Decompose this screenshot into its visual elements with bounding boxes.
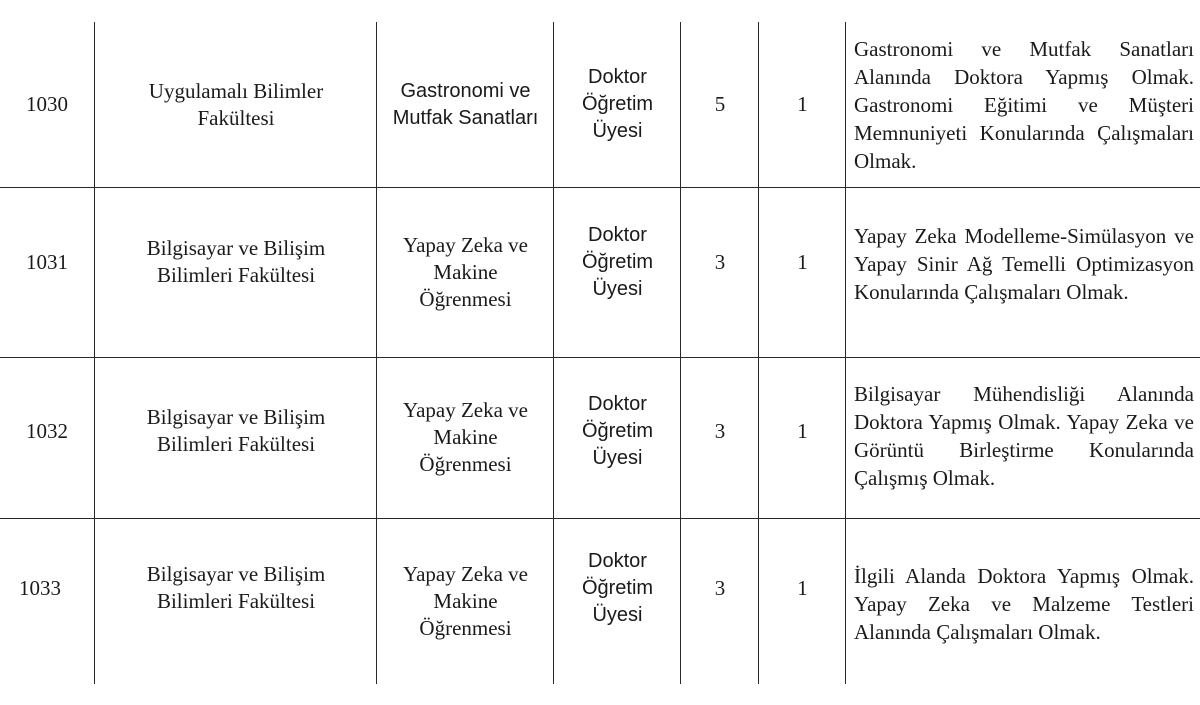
table-row-faculty: Bilgisayar ve Bilişim Bilimleri Fakültesi xyxy=(146,236,326,287)
table-row-id: 1031 xyxy=(26,249,68,274)
table-row-requirement: Yapay Zeka Modelleme-Simülasyon ve Yapay Sinir Ağ Temelli Optimizasyon Konularında Çalışmaları Olmak. xyxy=(854,224,1194,304)
column-divider xyxy=(376,22,377,684)
table-row-count-b: 1 xyxy=(797,92,808,116)
table-row-count-b: 1 xyxy=(797,575,808,600)
table-row-title: Doktor Öğretim Üyesi xyxy=(581,392,654,469)
table-row-count-a: 3 xyxy=(714,249,726,274)
table-row-count-a: 5 xyxy=(714,92,726,116)
table-row-department: Yapay Zeka ve Makine Öğrenmesi xyxy=(403,232,528,311)
column-divider xyxy=(845,22,846,684)
table-row-title: Doktor Öğretim Üyesi xyxy=(581,66,654,142)
table-row-id: 1032 xyxy=(26,418,68,443)
column-divider xyxy=(553,22,554,684)
table-row-title: Doktor Öğretim Üyesi xyxy=(581,549,654,626)
table-row-count-a: 3 xyxy=(714,418,726,443)
table-row-faculty: Bilgisayar ve Bilişim Bilimleri Fakültesi xyxy=(146,562,326,613)
table-row-count-b: 1 xyxy=(797,418,808,443)
table-row-id: 1033 xyxy=(19,575,61,600)
table-row-faculty: Uygulamalı Bilimler Fakültesi xyxy=(148,78,324,130)
column-divider xyxy=(680,22,681,684)
table-row-id: 1030 xyxy=(26,92,68,116)
table-row-requirement: Bilgisayar Mühendisliği Alanında Doktora Yapmış Olmak. Yapay Zeka ve Görüntü Birleştirme Konularında Çalışmış Olmak. xyxy=(854,382,1194,490)
table-row-count-b: 1 xyxy=(797,249,808,274)
table-row-count-a: 3 xyxy=(714,575,726,600)
table-row-requirement: İlgili Alanda Doktora Yapmış Olmak. Yapay Zeka ve Malzeme Testleri Alanında Çalışmaları Olmak. xyxy=(854,564,1194,644)
table-row-department: Yapay Zeka ve Makine Öğrenmesi xyxy=(403,398,528,476)
table-row-title: Doktor Öğretim Üyesi xyxy=(581,223,654,300)
table-row-department: Yapay Zeka ve Makine Öğrenmesi xyxy=(403,561,528,640)
column-divider xyxy=(94,22,95,684)
table-row-faculty: Bilgisayar ve Bilişim Bilimleri Fakültesi xyxy=(146,405,326,456)
table-row-department: Gastronomi ve Mutfak Sanatları xyxy=(392,79,539,129)
column-divider xyxy=(758,22,759,684)
table-row-requirement: Gastronomi ve Mutfak Sanatları Alanında Doktora Yapmış Olmak. Gastronomi Eğitimi ve Müşteri Memnuniyeti Konularında Çalışmaları Olmak. xyxy=(854,37,1194,173)
